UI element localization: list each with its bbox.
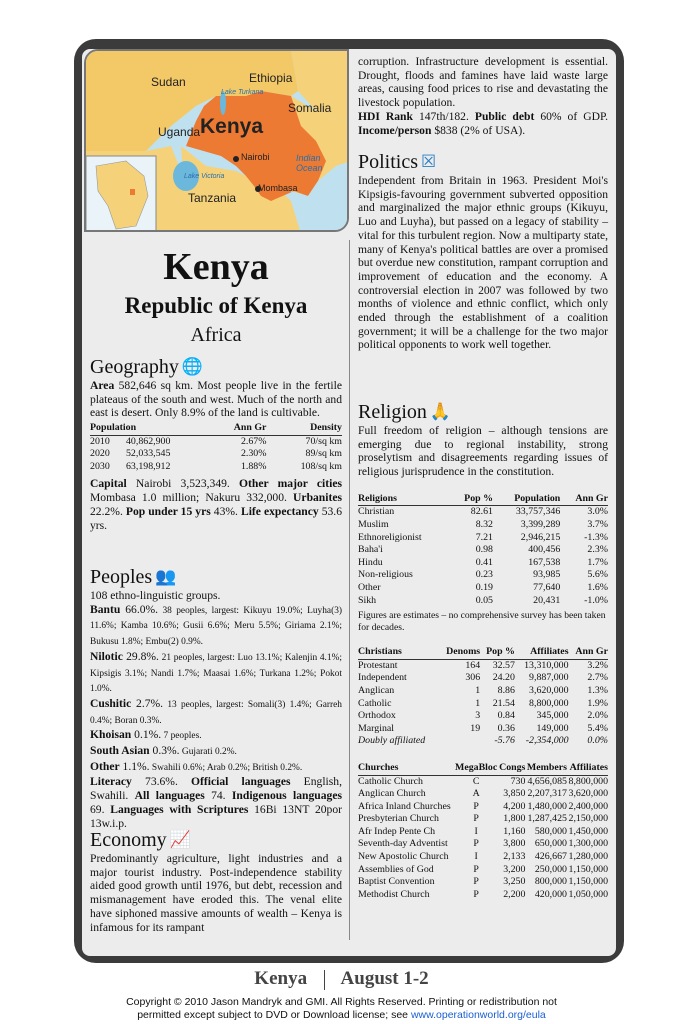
pop-header-density: Density xyxy=(266,422,342,435)
table-row: Presbyterian Church P 1,800 1,287,425 2,150,000 xyxy=(358,813,608,825)
praying-person-icon: 🙏 xyxy=(429,402,452,422)
languages-paragraph: Literacy 73.6%. Official languages English, Swahili. All languages 74. Indigenous languages 69. Languages with Scriptures 16Bi 13NT 20por 13w.i.p. xyxy=(90,775,342,830)
table-row: Other 0.19 77,640 1.6% xyxy=(358,581,608,593)
table-row: 2010 40,862,900 2.67% 70/sq km xyxy=(90,435,342,447)
peoples-section xyxy=(90,565,342,830)
footer-date: August 1-2 xyxy=(340,968,429,989)
copyright-line-1: Copyright © 2010 Jason Mandryk and GMI. All Rights Reserved. Printing or redistribution not xyxy=(126,996,557,1008)
economy-paragraph-continued: corruption. Infrastructure development is essential. Drought, floods and famines have laid waste large areas, causing food prices to rise and devastating the livestock population. xyxy=(358,55,608,110)
map-label-nairobi: Nairobi xyxy=(241,152,270,162)
column-divider xyxy=(349,240,350,940)
religion-paragraph: Full freedom of religion – although tensions are emerging due to regional instability, strong proselytism and disagreements regarding issues of religious jurisprudence in the constitution. xyxy=(358,424,608,479)
globe-icon: 🌐 xyxy=(181,357,204,377)
religion-note: Figures are estimates – no comprehensive survey has been taken for decades. xyxy=(358,610,606,634)
geography-heading xyxy=(90,355,342,379)
table-row: Catholic Church C 730 4,656,085 8,800,000 xyxy=(358,775,608,787)
area-paragraph xyxy=(90,379,342,420)
table-row: Ethnoreligionist 7.21 2,946,215 -1.3% xyxy=(358,531,608,543)
economy-section xyxy=(90,828,342,934)
table-row: 2020 52,033,545 2.30% 89/sq km xyxy=(90,448,342,460)
map-label-ethiopia: Ethiopia xyxy=(249,71,293,85)
table-row: Non-religious 0.23 93,985 5.6% xyxy=(358,569,608,581)
kenya-map xyxy=(84,49,349,232)
map-label-uganda: Uganda xyxy=(158,125,201,139)
copyright xyxy=(0,996,683,1022)
table-row: Orthodox 3 0.84 345,000 2.0% xyxy=(358,710,608,722)
table-row: Anglican 1 8.86 3,620,000 1.3% xyxy=(358,684,608,696)
table-row: Independent 306 24.20 9,887,000 2.7% xyxy=(358,672,608,684)
page-footer-title xyxy=(0,966,683,992)
politics-heading xyxy=(358,150,608,174)
politics-paragraph: Independent from Britain in 1963. President Moi's Kipsigis-favouring government subverted opposition and marginalized the major ethnic groups (Kikuyu, Luo and Luyha), but passed on a legacy of stability – vital for this turbulent region. Now a multiparty state, many of Kenya's political battles are over a promised but overdue new constitution, rampant corruption and improvement of education and the economy. A controversial election in 2007 was followed by two months of violence and ethnic conflict, which only ended through the establishment of a coalition government; it will be a challenge for the two major political opponents to work well together. xyxy=(358,174,608,352)
footer-country: Kenya xyxy=(254,968,308,989)
area-label: Area xyxy=(90,379,115,392)
table-row: Anglican Church A 3,850 2,207,317 3,620,000 xyxy=(358,788,608,800)
footer-divider xyxy=(324,970,325,990)
area-text: 582,646 sq km. Most people live in the fertile plateaus of the south and west. Much of the north and east is desert. Only 8.9% of the land is cultivable. xyxy=(90,379,342,420)
table-row: Methodist Church P 2,200 420,000 1,050,000 xyxy=(358,888,608,900)
table-row: Marginal 19 0.36 149,000 5.4% xyxy=(358,722,608,734)
peoples-heading-text: Peoples xyxy=(90,566,153,588)
eula-link[interactable]: www.operationworld.org/eula xyxy=(410,1009,546,1021)
map-label-mombasa: Mombasa xyxy=(258,183,298,193)
peoples-heading xyxy=(90,565,342,589)
people-group-nilotic: Nilotic 29.8%. 21 peoples, largest: Luo 13.1%; Kalenjin 4.1%; Kipsigis 3.1%; Nandi 1.7%; Maasai 1.6%; Turkana 1.2%; Pokot 1.0%. xyxy=(90,649,342,695)
table-row: Baptist Convention P 3,250 800,000 1,150,000 xyxy=(358,876,608,888)
chart-icon: 📈 xyxy=(169,830,191,850)
people-group-other: Other 1.1%. Swahili 0.6%; Arab 0.2%; British 0.2%. xyxy=(90,759,303,773)
pop-header-anngr: Ann Gr xyxy=(207,422,267,435)
table-row: Doubly affiliated -5.76 -2,354,000 0.0% xyxy=(358,735,608,747)
people-group-south-asian: South Asian 0.3%. Gujarati 0.2%. xyxy=(90,744,237,758)
table-row: Seventh-day Adventist P 3,800 650,000 1,300,000 xyxy=(358,838,608,850)
table-row: Protestant 164 32.57 13,310,000 3.2% xyxy=(358,659,608,671)
economy-heading-text: Economy xyxy=(90,829,167,851)
table-row: Christian 82.61 33,757,346 3.0% xyxy=(358,506,608,518)
religions-table: Religions Pop % Population Ann Gr Christian 82.61 33,757,346 3.0% Muslim 8.32 3,399,289 3.7% Ethnoreligionist 7.21 2,946,215 -1.3% Baha'i 0.98 400,456 2.3% Hindu 0.41 167,538 1.7% Non-religious 0.23 93,985 5.6% Other 0.19 77,640 1.6% Sikh 0.05 20,431 -1.0% xyxy=(358,492,608,606)
religion-heading xyxy=(358,400,608,424)
economy-paragraph: Predominantly agriculture, light industries and a major tourist industry. Post-independence stability aided good growth until 1976, but debt, recession and mismanagement have eroded this. The venal elite have siphoned massive amounts of wealth – Kenya is infamous for its rampant xyxy=(90,852,342,934)
copyright-line-2: permitted except subject to DVD or Download license; see www.operationworld.org/eula xyxy=(137,1009,546,1021)
table-row: New Apostolic Church I 2,133 426,667 1,280,000 xyxy=(358,851,608,863)
peoples-intro: 108 ethno-linguistic groups. xyxy=(90,589,221,602)
table-row: Afr Indep Pente Ch I 1,160 580,000 1,450,000 xyxy=(358,825,608,837)
churches-table: Churches MegaBloc Congs Members Affiliates Catholic Church C 730 4,656,085 8,800,000 Anglican Church A 3,850 2,207,317 3,620,000 Africa Inland Churches P 4,200 1,480,000 2,400,000 Presbyterian Church P 1,800 1,287,425 2,150,000 Afr Indep Pente Ch I 1,160 580,000 1,450,000 Seventh-day Adventist P 3,800 650,000 1,300,000 New Apostolic Church I 2,133 426,667 1,280,000 Assemblies of God P 3,200 250,000 1,150,000 Baptist Convention P 3,250 800,000 1,150,000 Methodist Church P 2,200 420,000 1,050,000 xyxy=(358,761,608,900)
table-row: Africa Inland Churches P 4,200 1,480,000 2,400,000 xyxy=(358,800,608,812)
official-name: Republic of Kenya xyxy=(124,293,308,318)
religion-heading-text: Religion xyxy=(358,401,427,423)
politics-section xyxy=(358,150,608,352)
map-label-ocean: Ocean xyxy=(296,163,323,173)
continent: Africa xyxy=(190,324,242,346)
ballot-icon: ☒ xyxy=(421,152,437,172)
population-table xyxy=(90,422,342,473)
capital-label: Capital xyxy=(90,477,127,491)
map-label-kenya: Kenya xyxy=(200,115,264,138)
christians-table: Christians Denoms Pop % Affiliates Ann Gr Protestant 164 32.57 13,310,000 3.2% Independent 306 24.20 9,887,000 2.7% Anglican 1 8.86 3,620,000 1.3% Catholic 1 21.54 8,800,000 1.9% Orthodox 3 0.84 345,000 2.0% Marginal 19 0.36 149,000 5.4% Doubly affiliated -5.76 -2,354,000 0.0% xyxy=(358,646,608,747)
table-row: Assemblies of God P 3,200 250,000 1,150,000 xyxy=(358,863,608,875)
capital-paragraph: Capital Nairobi 3,523,349. Other major cities Mombasa 1.0 million; Nakuru 332,000. Urbanites 22.2%. Pop under 15 yrs 43%. Life expectancy 53.6 yrs. xyxy=(90,477,343,532)
map-label-sudan: Sudan xyxy=(151,75,186,89)
people-group-khoisan: Khoisan 0.1%. 7 peoples. xyxy=(90,728,202,742)
table-row: Muslim 8.32 3,399,289 3.7% xyxy=(358,519,608,530)
pop-header-population: Population xyxy=(90,422,207,435)
map-label-indian: Indian xyxy=(296,153,321,163)
table-row: Sikh 0.05 20,431 -1.0% xyxy=(358,594,608,606)
people-group-bantu: Bantu 66.0%. 38 peoples, largest: Kikuyu 19.0%; Luyha(3) 11.6%; Kamba 10.6%; Gusii 6.6%; Meru 5.5%; Giriama 2.1%; Bukusu 1.8%; Embu(2) 0.9%. xyxy=(90,602,343,648)
hdi-paragraph: HDI Rank 147th/182. Public debt 60% of GDP. Income/person $838 (2% of USA). xyxy=(358,109,608,137)
economy-continued xyxy=(358,55,608,137)
religion-section xyxy=(358,400,608,901)
map-label-tanzania: Tanzania xyxy=(188,191,237,205)
people-icon: 👥 xyxy=(155,567,177,587)
map-label-somalia: Somalia xyxy=(288,101,332,115)
geography-section xyxy=(90,355,342,532)
people-group-cushitic: Cushitic 2.7%. 13 peoples, largest: Somali(3) 1.4%; Garreh 0.4%; Boran 0.3%. xyxy=(90,696,342,726)
table-row: Hindu 0.41 167,538 1.7% xyxy=(358,556,608,568)
country-title: Kenya xyxy=(163,246,269,288)
map-label-lake-turkana: Lake Turkana xyxy=(221,89,264,96)
table-row: 2030 63,198,912 1.88% 108/sq km xyxy=(90,460,342,472)
politics-heading-text: Politics xyxy=(358,151,419,173)
table-row: Baha'i 0.98 400,456 2.3% xyxy=(358,544,608,556)
geography-heading-text: Geography xyxy=(90,356,179,378)
economy-heading xyxy=(90,828,342,852)
table-row: Catholic 1 21.54 8,800,000 1.9% xyxy=(358,697,608,709)
map-label-lake-victoria: Lake Victoria xyxy=(184,173,225,180)
